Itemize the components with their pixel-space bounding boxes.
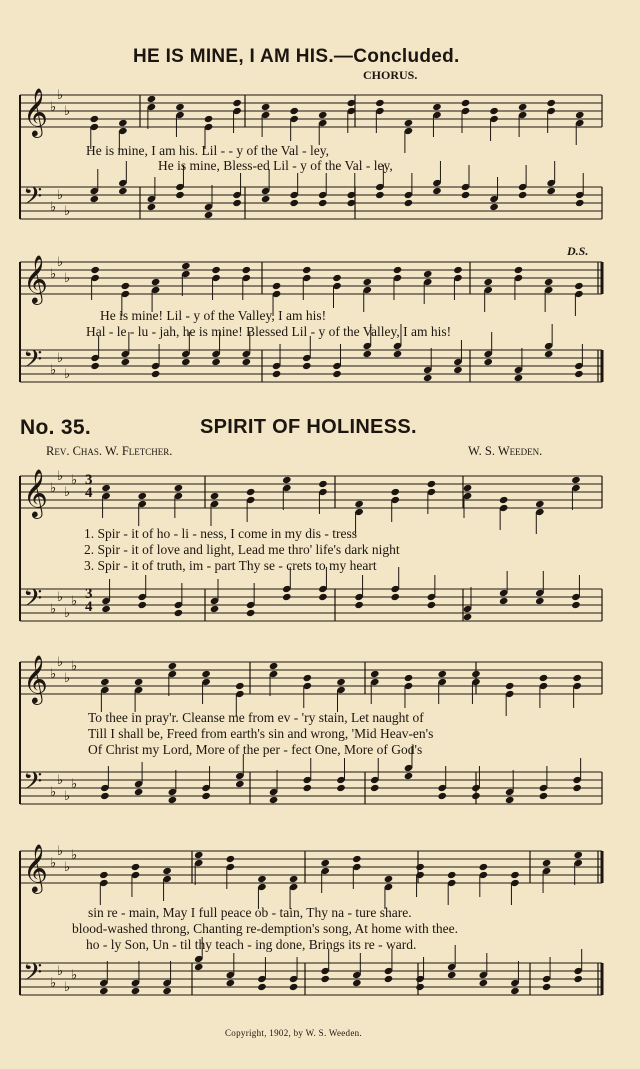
flat-icon: ♭ (50, 363, 57, 378)
note-head (89, 195, 99, 203)
note-head (463, 613, 473, 621)
hymn-author: Rev. Chas. W. Fletcher. (46, 444, 173, 458)
note-head (546, 187, 556, 195)
note-head (194, 851, 204, 859)
verse-3-line: ho - ly Son, Un - til thy teach - ing done, Brings its re - ward. (86, 937, 417, 952)
verse-1-line: 1. Spir - it of ho - li - ness, I come in my dis - tress (84, 526, 357, 541)
flat-icon: ♭ (57, 590, 64, 605)
note-head (453, 266, 463, 274)
verse-1-line: sin re - main, May I full peace ob - tain, Thy na - ture share. (88, 905, 412, 920)
note-head (151, 370, 161, 378)
note-head (118, 187, 128, 195)
note-head (282, 593, 292, 601)
note-head (393, 350, 403, 358)
note-head (302, 784, 312, 792)
flat-icon: ♭ (57, 188, 64, 203)
note-head (471, 670, 481, 678)
note-head (272, 370, 282, 378)
note-head (272, 282, 282, 290)
note-head (404, 119, 414, 127)
note-head (320, 975, 330, 983)
note-head (427, 601, 437, 609)
note-head (572, 674, 582, 682)
note-head (168, 796, 178, 804)
verse-2-line: Till I shall be, Freed from earth's sin and wrong, 'Mid Heav-en's (88, 726, 434, 741)
note-head (518, 191, 528, 199)
note-head (289, 875, 299, 883)
note-head (461, 191, 471, 199)
flat-icon: ♭ (71, 473, 78, 488)
note-head (510, 871, 520, 879)
note-head (415, 983, 425, 991)
note-head (318, 480, 328, 488)
flat-icon: ♭ (64, 789, 71, 804)
treble-clef-icon: 𝄞 (23, 254, 48, 303)
note-head (546, 99, 556, 107)
note-head (101, 605, 111, 613)
note-head (574, 282, 584, 290)
note-head (118, 119, 128, 127)
note-head (404, 674, 414, 682)
note-head (384, 875, 394, 883)
lyric-line: He is mine! Lil - y of the Valley, I am his! (100, 308, 327, 323)
flat-icon: ♭ (71, 777, 78, 792)
note-head (211, 358, 221, 366)
treble-clef-icon: 𝄞 (23, 654, 48, 703)
flat-icon: ♭ (57, 469, 64, 484)
hymn-number: No. 35. (20, 416, 91, 439)
flat-icon: ♭ (57, 351, 64, 366)
note-head (332, 370, 342, 378)
note-head (375, 191, 385, 199)
note-head (483, 278, 493, 286)
note-head (362, 350, 372, 358)
note-head (269, 662, 279, 670)
note-head (542, 859, 552, 867)
bass-clef-icon: 𝄢 (23, 182, 43, 217)
note-head (432, 187, 442, 195)
note-head (99, 987, 109, 995)
note-head (134, 678, 144, 686)
note-head (514, 266, 524, 274)
note-head (100, 678, 110, 686)
note-head (90, 362, 100, 370)
note-head (463, 484, 473, 492)
note-head (137, 492, 147, 500)
note-head (362, 278, 372, 286)
note-head (175, 103, 185, 111)
note-head (352, 979, 362, 987)
note-head (432, 103, 442, 111)
note-head (390, 593, 400, 601)
note-head (201, 670, 211, 678)
note-head (352, 855, 362, 863)
note-head (574, 370, 584, 378)
note-head (336, 678, 346, 686)
note-head (423, 270, 433, 278)
note-head (544, 350, 554, 358)
flat-icon: ♭ (64, 606, 71, 621)
note-head (318, 593, 328, 601)
note-head (505, 682, 515, 690)
flat-icon: ♭ (50, 785, 57, 800)
note-head (175, 191, 185, 199)
note-head (479, 863, 489, 871)
note-head (575, 199, 585, 207)
note-head (453, 366, 463, 374)
note-head (489, 203, 499, 211)
bass-clef-icon: 𝄢 (23, 345, 43, 380)
flat-icon: ♭ (57, 964, 64, 979)
note-head (121, 282, 131, 290)
note-head (134, 788, 144, 796)
note-head (90, 266, 100, 274)
hymn-title: SPIRIT OF HOLINESS. (200, 416, 417, 438)
note-head (289, 199, 299, 207)
note-head (318, 111, 328, 119)
note-head (147, 203, 157, 211)
note-head (232, 199, 242, 207)
note-head (101, 484, 111, 492)
lyric-line: He is mine, Bless-ed Lil - y of the Val - ley, (158, 158, 393, 173)
note-head (257, 983, 267, 991)
bass-clef-icon: 𝄢 (23, 958, 43, 993)
note-head (404, 772, 414, 780)
note-head (204, 115, 214, 123)
note-head (514, 374, 524, 382)
note-head (499, 597, 509, 605)
treble-clef-icon: 𝄞 (23, 468, 48, 517)
flat-icon: ♭ (64, 367, 71, 382)
note-head (174, 609, 184, 617)
flat-icon: ♭ (57, 655, 64, 670)
flat-icon: ♭ (50, 100, 57, 115)
note-head (423, 374, 433, 382)
flat-icon: ♭ (64, 980, 71, 995)
note-head (257, 875, 267, 883)
note-head (573, 851, 583, 859)
verse-3-line: Of Christ my Lord, More of the per - fect One, More of God's (88, 742, 423, 757)
note-head (535, 500, 545, 508)
note-head (489, 107, 499, 115)
flat-icon: ♭ (71, 968, 78, 983)
note-head (242, 266, 252, 274)
note-head (235, 780, 245, 788)
time-signature: 3 4 (85, 472, 93, 501)
note-head (471, 792, 481, 800)
note-head (269, 796, 279, 804)
note-head (539, 674, 549, 682)
flat-icon: ♭ (64, 485, 71, 500)
flat-icon: ♭ (64, 860, 71, 875)
note-head (174, 484, 184, 492)
note-head (282, 476, 292, 484)
flat-icon: ♭ (57, 844, 64, 859)
note-head (137, 601, 147, 609)
flat-icon: ♭ (71, 848, 78, 863)
note-head (261, 195, 271, 203)
flat-icon: ♭ (50, 976, 57, 991)
chorus-label: CHORUS. (363, 68, 418, 82)
time-signature: 3 4 (85, 586, 93, 615)
note-head (437, 792, 447, 800)
flat-icon: ♭ (64, 271, 71, 286)
note-head (447, 971, 457, 979)
note-head (336, 784, 346, 792)
note-head (542, 983, 552, 991)
flat-icon: ♭ (50, 667, 57, 682)
note-head (575, 111, 585, 119)
note-head (235, 682, 245, 690)
note-head (332, 274, 342, 282)
note-head (539, 792, 549, 800)
note-head (404, 199, 414, 207)
note-head (168, 662, 178, 670)
flat-icon: ♭ (64, 104, 71, 119)
lyric-line: He is mine, I am his. Lil - - y of the Val - ley, (86, 143, 329, 158)
flat-icon: ♭ (64, 204, 71, 219)
note-head (375, 99, 385, 107)
note-head (393, 266, 403, 274)
flat-icon: ♭ (50, 200, 57, 215)
flat-icon: ♭ (64, 671, 71, 686)
flat-icon: ♭ (50, 481, 57, 496)
note-head (162, 987, 172, 995)
note-head (211, 266, 221, 274)
note-head (181, 358, 191, 366)
note-head (302, 266, 312, 274)
note-head (571, 476, 581, 484)
note-head (302, 362, 312, 370)
note-head (510, 987, 520, 995)
note-head (261, 103, 271, 111)
note-head (384, 975, 394, 983)
hymn-composer: W. S. Weeden. (468, 444, 543, 458)
note-head (415, 863, 425, 871)
flat-icon: ♭ (50, 267, 57, 282)
note-head (226, 855, 236, 863)
note-head (210, 492, 220, 500)
note-head (437, 670, 447, 678)
note-head (204, 211, 214, 219)
note-head (390, 488, 400, 496)
note-head (289, 983, 299, 991)
bass-clef-icon: 𝄢 (23, 767, 43, 802)
note-head (544, 278, 554, 286)
note-head (518, 103, 528, 111)
flat-icon: ♭ (50, 856, 57, 871)
note-head (354, 601, 364, 609)
note-head (370, 784, 380, 792)
bass-clef-icon: 𝄢 (23, 584, 43, 619)
verse-2-line: 2. Spir - it of love and light, Lead me thro' life's dark night (84, 542, 400, 557)
note-head (479, 979, 489, 987)
note-head (131, 987, 141, 995)
note-head (99, 871, 109, 879)
note-head (571, 601, 581, 609)
note-head (246, 609, 256, 617)
note-head (573, 975, 583, 983)
note-head (320, 859, 330, 867)
treble-clef-icon: 𝄞 (23, 843, 48, 892)
flat-icon: ♭ (57, 88, 64, 103)
note-head (505, 796, 515, 804)
note-head (289, 107, 299, 115)
note-head (246, 488, 256, 496)
ds-label: D.S. (567, 244, 589, 258)
note-head (302, 674, 312, 682)
copyright-notice: Copyright, 1902, by W. S. Weeden. (225, 1028, 363, 1038)
note-head (131, 863, 141, 871)
note-head (572, 784, 582, 792)
verse-2-line: blood-washed throng, Chanting re-demption's song, At home with thee. (72, 921, 459, 936)
note-head (242, 358, 252, 366)
note-head (354, 500, 364, 508)
note-head (499, 496, 509, 504)
note-head (210, 605, 220, 613)
note-head (89, 115, 99, 123)
note-head (181, 262, 191, 270)
note-head (483, 358, 493, 366)
lyric-line: Hal - le - lu - jah, he is mine! Blessed Lil - y of the Valley, I am his! (86, 324, 452, 339)
flat-icon: ♭ (71, 659, 78, 674)
note-head (151, 278, 161, 286)
note-head (232, 99, 242, 107)
flat-icon: ♭ (57, 773, 64, 788)
treble-clef-icon: 𝄞 (23, 87, 48, 136)
note-head (147, 95, 157, 103)
flat-icon: ♭ (50, 602, 57, 617)
flat-icon: ♭ (71, 594, 78, 609)
note-head (121, 358, 131, 366)
note-head (194, 963, 204, 971)
note-head (370, 670, 380, 678)
note-head (447, 871, 457, 879)
note-head (201, 792, 211, 800)
note-head (461, 99, 471, 107)
note-head (318, 199, 328, 207)
note-head (226, 979, 236, 987)
note-head (535, 597, 545, 605)
flat-icon: ♭ (57, 255, 64, 270)
note-head (162, 867, 172, 875)
note-head (100, 792, 110, 800)
section-title-concluded: HE IS MINE, I AM HIS.—Concluded. (133, 46, 460, 67)
verse-1-line: To thee in pray'r. Cleanse me from ev - 'ry stain, Let naught of (88, 710, 424, 725)
note-head (427, 480, 437, 488)
verse-3-line: 3. Spir - it of truth, im - part Thy se - crets to my heart (84, 558, 377, 573)
